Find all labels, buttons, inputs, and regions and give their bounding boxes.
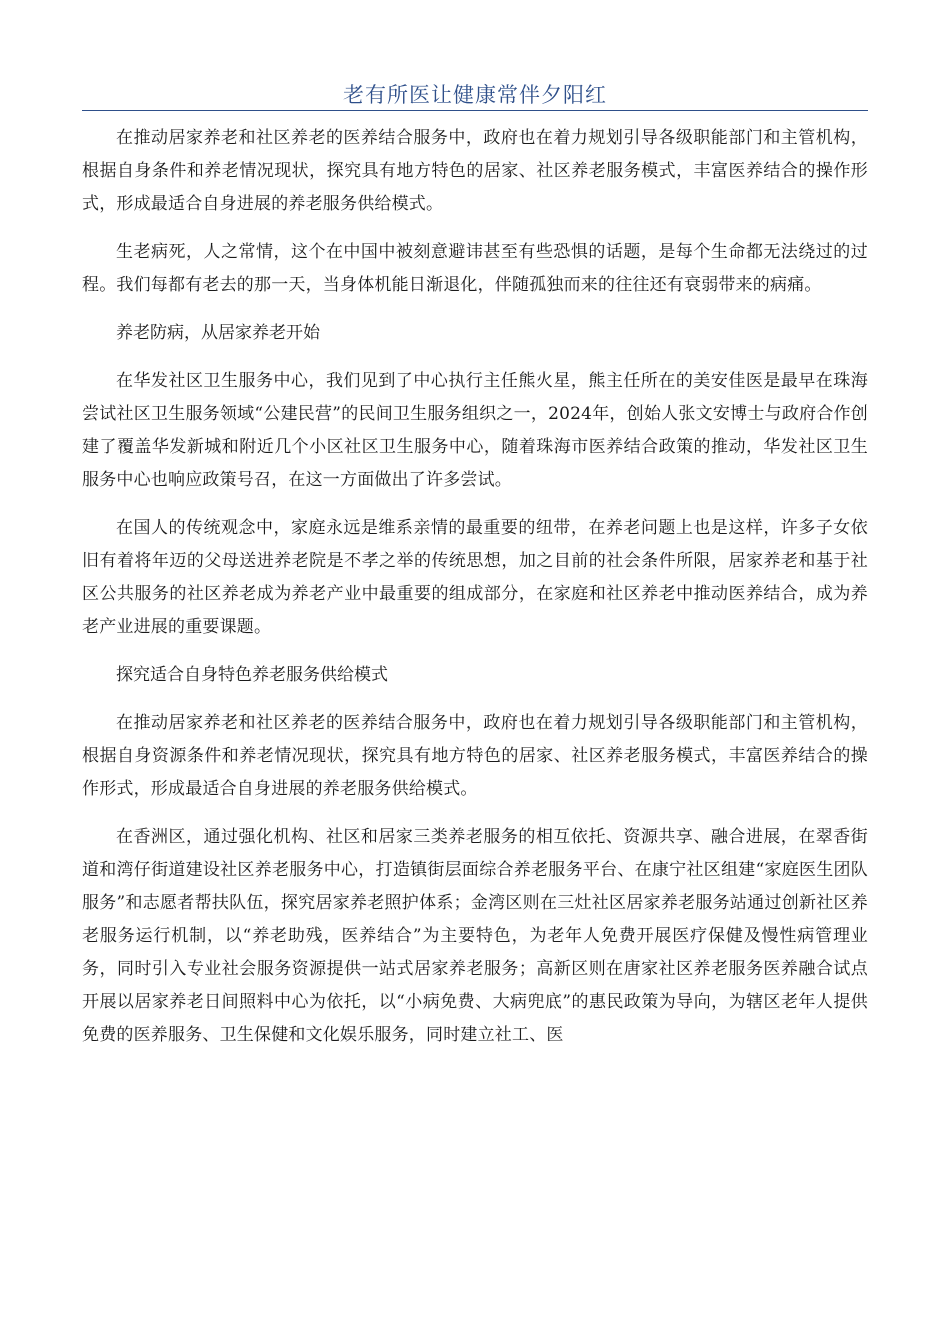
- paragraph-6: 在香洲区，通过强化机构、社区和居家三类养老服务的相互依托、资源共享、融合进展，在翠香街道和湾仔街道建设社区养老服务中心，打造镇街层面综合养老服务平台、在康宁社区组建“家庭医生团队服务”和志愿者帮扶队伍，探究居家养老照护体系；金湾区则在三灶社区居家养老服务站通过创新社区养老服务运行机制，以“养老助残，医养结合”为主要特色，为老年人免费开展医疗保健及慢性病管理业务，同时引入专业社会服务资源提供一站式居家养老服务；高新区则在唐家社区养老服务医养融合试点开展以居家养老日间照料中心为依托，以“小病免费、大病兜底”的惠民政策为导向，为辖区老年人提供免费的医养服务、卫生保健和文化娱乐服务，同时建立社工、医: [82, 827, 868, 1045]
- document-header: [82, 80, 868, 111]
- paragraph-1: 在推动居家养老和社区养老的医养结合服务中，政府也在着力规划引导各级职能部门和主管机构，根据自身条件和养老情况现状，探究具有地方特色的居家、社区养老服务模式，丰富医养结合的操作形式，形成最适合自身进展的养老服务供给模式。: [82, 128, 868, 214]
- section-heading-2: 探究适合自身特色养老服务供给模式: [116, 665, 388, 685]
- section-heading-1: 养老防病，从居家养老开始: [116, 323, 320, 343]
- paragraph-3: 在华发社区卫生服务中心，我们见到了中心执行主任熊火星，熊主任所在的美安佳医是最早在珠海尝试社区卫生服务领域“公建民营”的民间卫生服务组织之一，2024年，创始人张文安博士与政府合作创建了覆盖华发新城和附近几个小区社区卫生服务中心，随着珠海市医养结合政策的推动，华发社区卫生服务中心也响应政策号召，在这一方面做出了许多尝试。: [82, 371, 868, 490]
- paragraph-5: 在推动居家养老和社区养老的医养结合服务中，政府也在着力规划引导各级职能部门和主管机构，根据自身资源条件和养老情况现状，探究具有地方特色的居家、社区养老服务模式，丰富医养结合的操作形式，形成最适合自身进展的养老服务供给模式。: [82, 713, 868, 799]
- paragraph-2: 生老病死，人之常情，这个在中国中被刻意避讳甚至有些恐惧的话题，是每个生命都无法绕过的过程。我们每都有老去的那一天，当身体机能日渐退化，伴随孤独而来的往往还有衰弱带来的病痛。: [82, 242, 868, 295]
- document-body: [82, 122, 868, 1067]
- document-title: 老有所医让健康常伴夕阳红: [343, 83, 607, 107]
- paragraph-4: 在国人的传统观念中，家庭永远是维系亲情的最重要的纽带，在养老问题上也是这样，许多子女依旧有着将年迈的父母送进养老院是不孝之举的传统思想，加之目前的社会条件所限，居家养老和基于社区公共服务的社区养老成为养老产业中最重要的组成部分，在家庭和社区养老中推动医养结合，成为养老产业进展的重要课题。: [82, 518, 868, 637]
